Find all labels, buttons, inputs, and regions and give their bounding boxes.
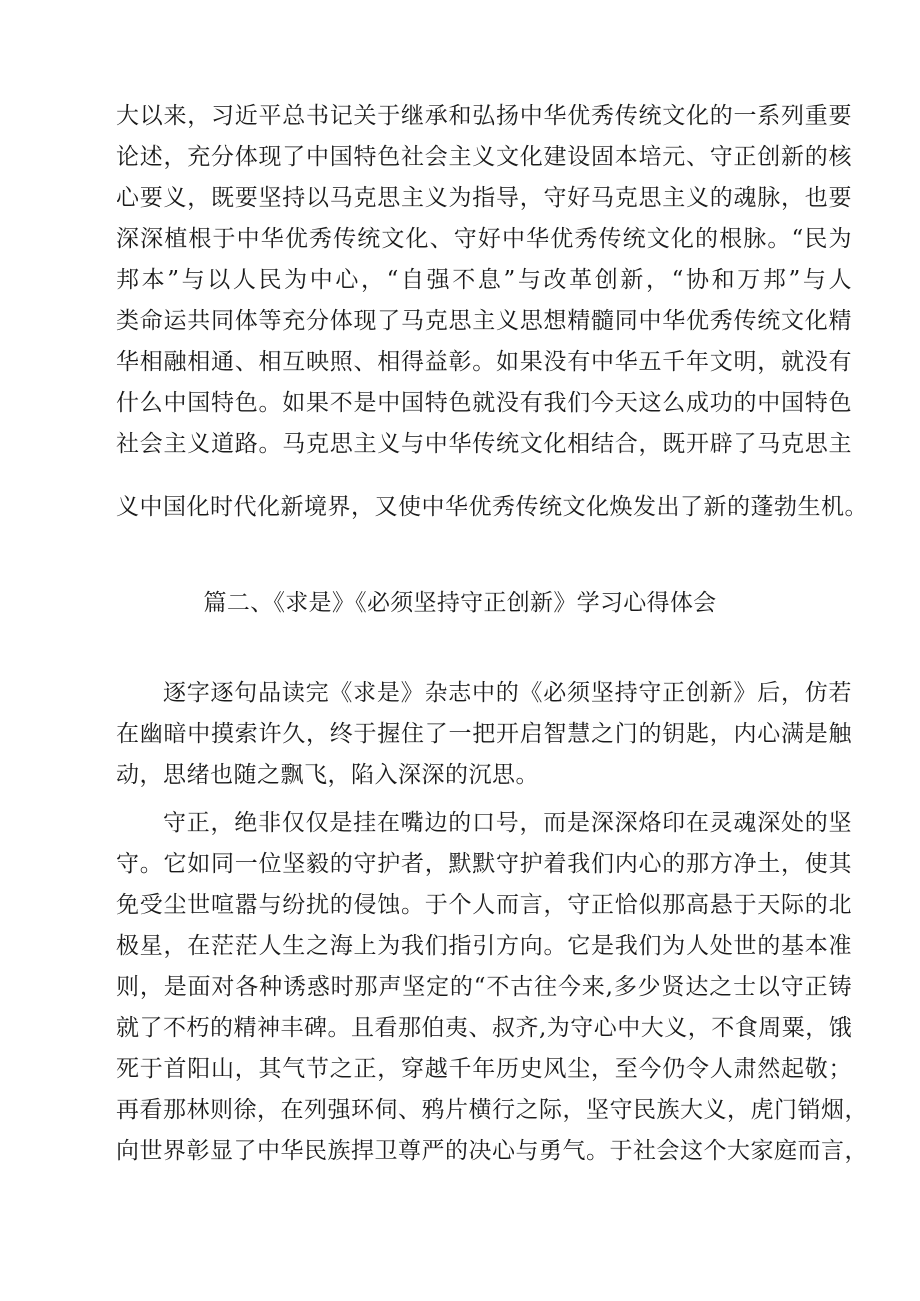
- text-line: 极星，在茫茫人生之海上为我们指引方向。它是我们为人处世的基本准: [116, 933, 852, 959]
- text-line: 免受尘世喧嚣与纷扰的侵蚀。于个人而言，守正恰似那高悬于天际的北: [116, 892, 852, 918]
- text-line: 心要义，既要坚持以马克思主义为指导，守好马克思主义的魂脉，也要: [116, 185, 852, 211]
- text-line: 大以来，习近平总书记关于继承和弘扬中华优秀传统文化的一系列重要: [116, 103, 852, 129]
- text-line: 动，思绪也随之飘飞，陷入深深的沉思。: [116, 762, 539, 788]
- text-line: 邦本”与以人民为中心，“自强不息”与改革创新，“协和万邦”与人: [116, 267, 852, 293]
- text-line: 义中国化时代化新境界，又使中华优秀传统文化焕发出了新的蓬勃生机。: [116, 494, 868, 520]
- text-line: 华相融相通、相互映照、相得益彰。如果没有中华五千年文明，就没有: [116, 349, 852, 375]
- text-line: 社会主义道路。马克思主义与中华传统文化相结合，既开辟了马克思主: [116, 431, 852, 457]
- text-line: 逐字逐句品读完《求是》杂志中的《必须坚持守正创新》后，仿若: [163, 680, 852, 706]
- text-line: 则，是面对各种诱惑时那声坚定的“不古往今来,多少贤达之士以守正铸: [116, 974, 852, 1000]
- text-line: 守。它如同一位坚毅的守护者，默默守护着我们内心的那方净土，使其: [116, 851, 852, 877]
- text-line: 论述，充分体现了中国特色社会主义文化建设固本培元、守正创新的核: [116, 144, 852, 170]
- text-line: 深深植根于中华优秀传统文化、守好中华优秀传统文化的根脉。“民为: [116, 226, 852, 252]
- text-line: 就了不朽的精神丰碑。且看那伯夷、叔齐,为守心中大义，不食周粟，饿: [116, 1015, 853, 1041]
- text-line: 在幽暗中摸索许久，终于握住了一把开启智慧之门的钥匙，内心满是触: [116, 721, 852, 747]
- text-line: 向世界彰显了中华民族捍卫尊严的决心与勇气。于社会这个大家庭而言，: [116, 1138, 868, 1164]
- text-line: 守正，绝非仅仅是挂在嘴边的口号，而是深深烙印在灵魂深处的坚: [163, 810, 852, 836]
- text-line: 什么中国特色。如果不是中国特色就没有我们今天这么成功的中国特色: [116, 390, 852, 416]
- text-line: 类命运共同体等充分体现了马克思主义思想精髓同中华优秀传统文化精: [116, 308, 852, 334]
- section-heading: 篇二、《求是》《必须坚持守正创新》学习心得体会: [203, 590, 717, 616]
- text-line: 死于首阳山，其气节之正，穿越千年历史风尘，至今仍令人肃然起敬；: [116, 1056, 852, 1082]
- text-line: 再看那林则徐，在列强环伺、鸦片横行之际，坚守民族大义，虎门销烟，: [116, 1097, 868, 1123]
